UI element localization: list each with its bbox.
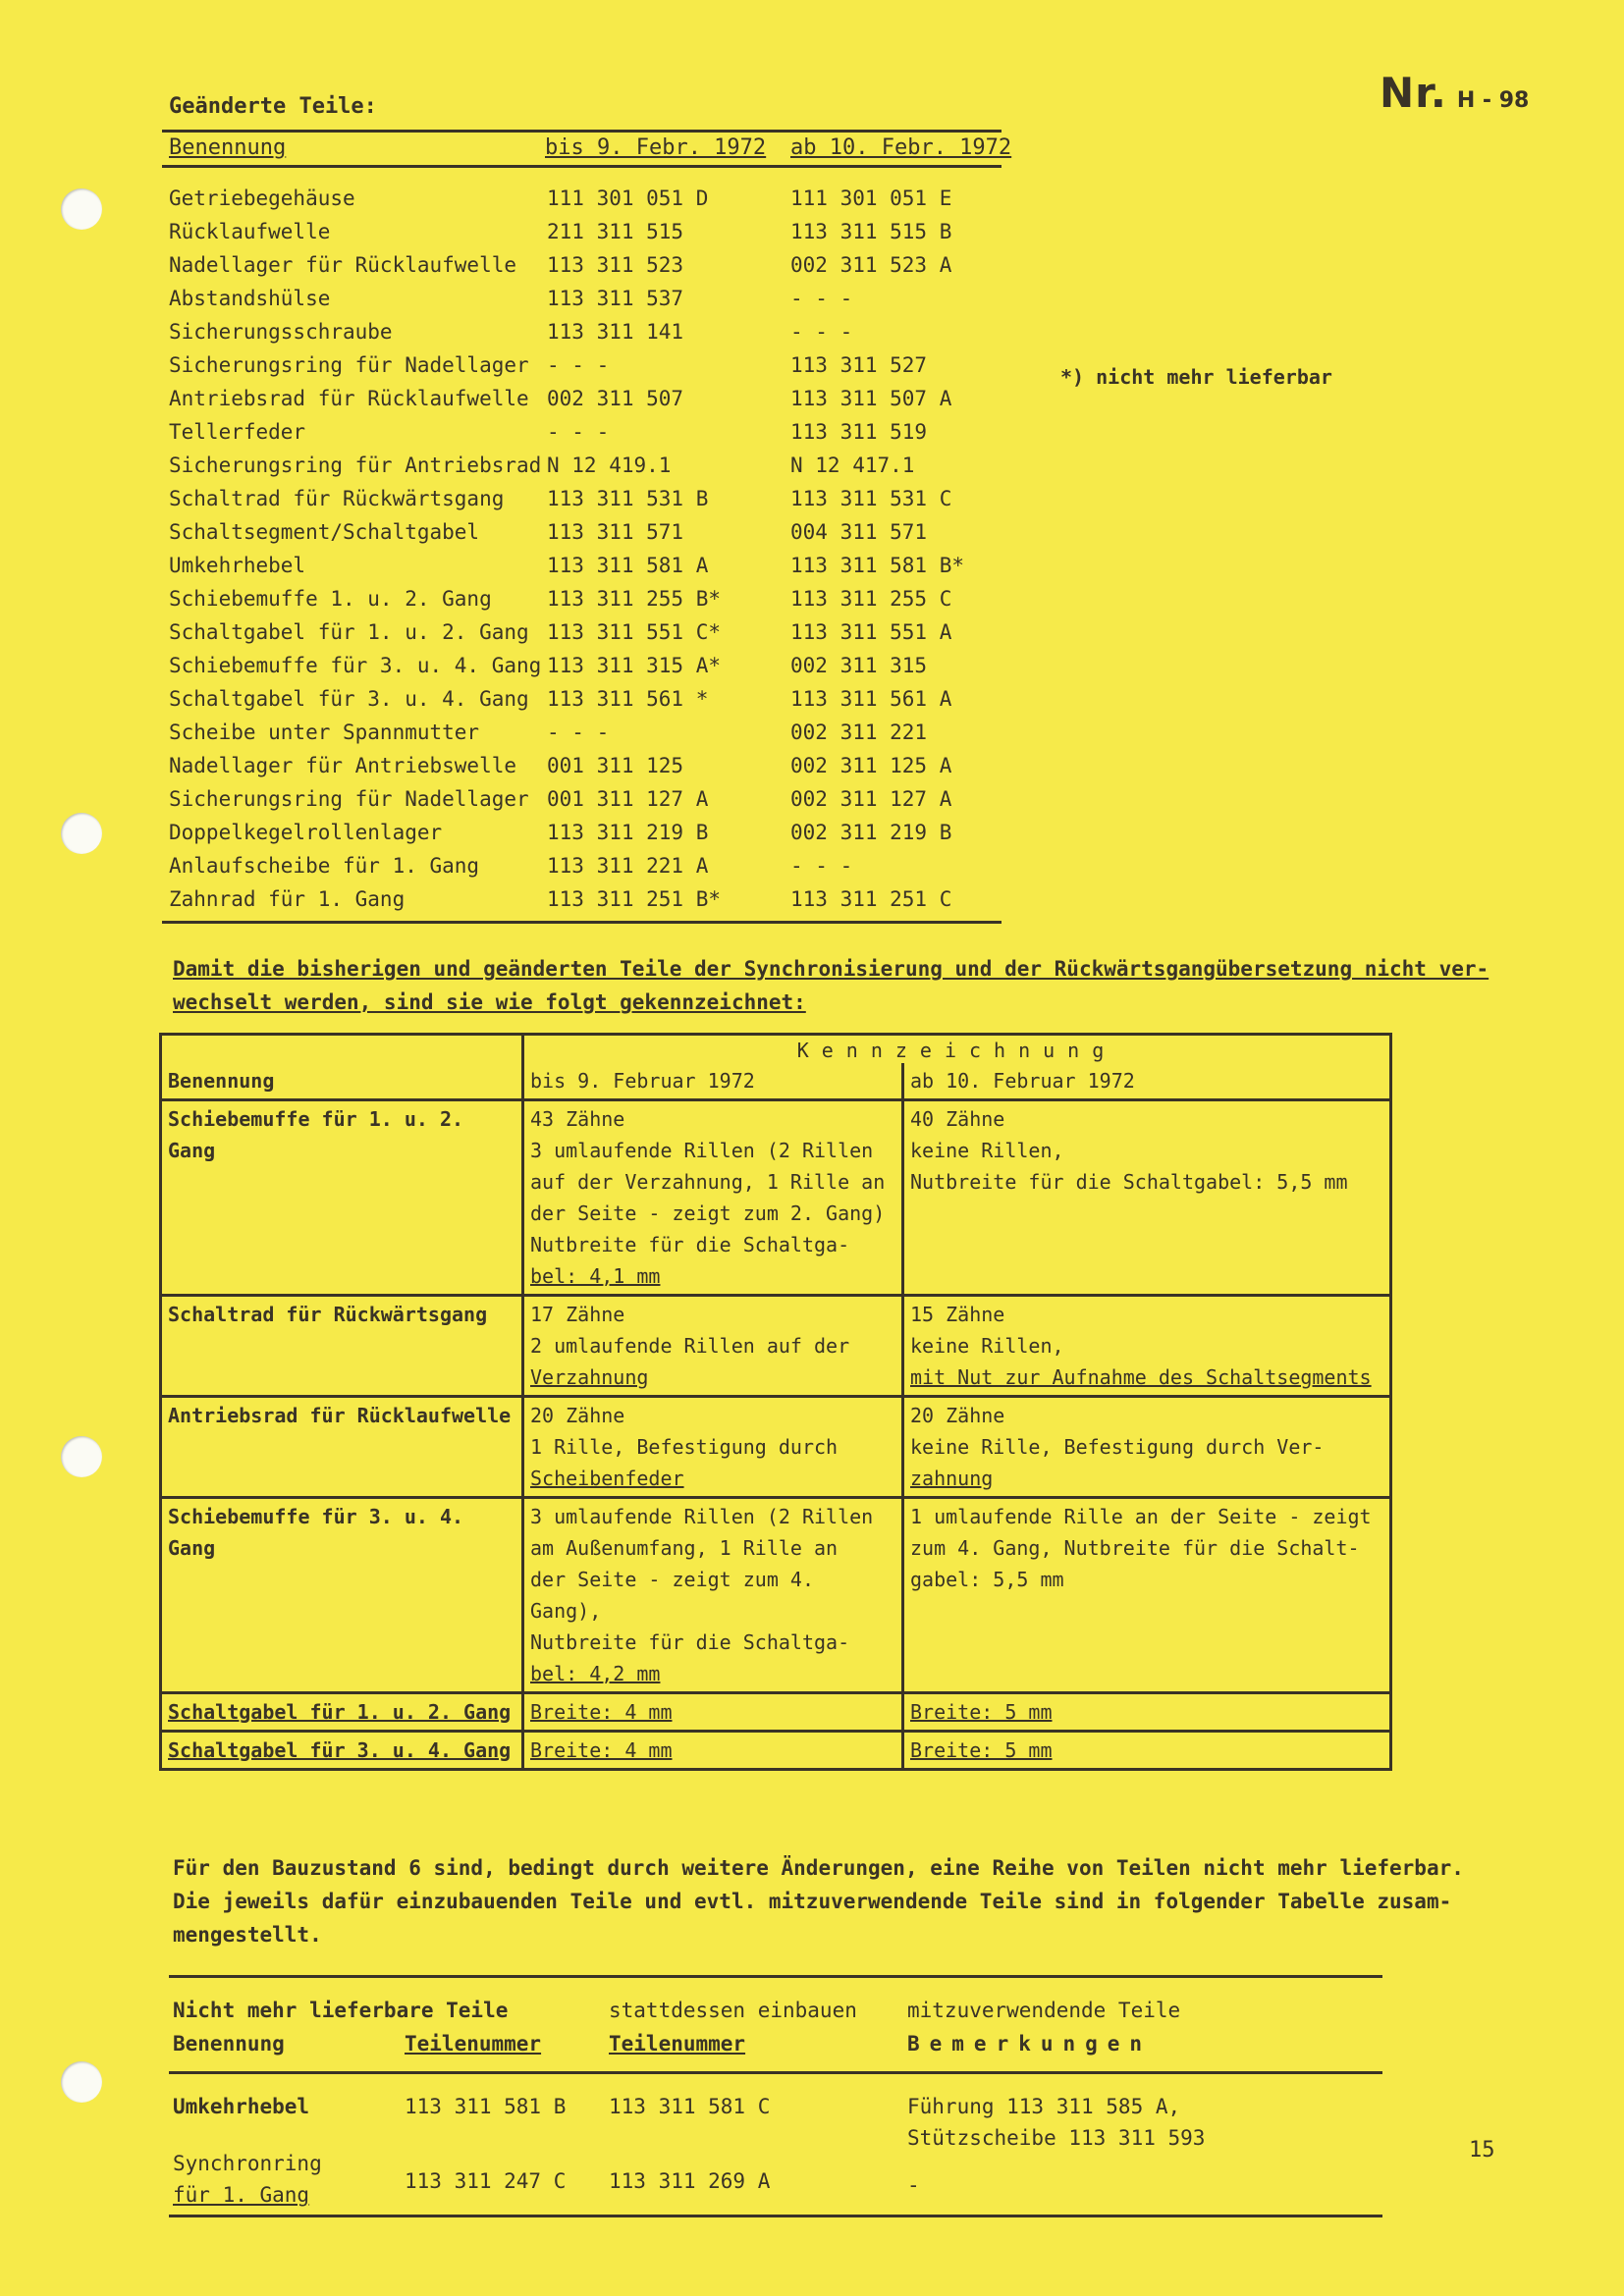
kenn-row-name: Schaltgabel für 1. u. 2. Gang	[161, 1693, 523, 1732]
paragraph-2	[173, 1851, 1464, 1951]
parts-table-top-rule	[162, 130, 1001, 133]
repl-row-1-new: 113 311 581 C	[609, 2095, 771, 2118]
doc-number-prefix: Nr.	[1380, 69, 1447, 117]
paragraph-1-line-1: Damit die bisherigen und geänderten Teile der Synchronisierung und der Rückwärtsgangübersetzung nicht ver-	[173, 957, 1489, 981]
kenn-row-name: Schaltrad für Rückwärtsgang	[161, 1296, 523, 1397]
table-row	[161, 1732, 1391, 1770]
parts-table-header-rule	[162, 165, 1001, 168]
paragraph-2-line-1: Für den Bauzustand 6 sind, bedingt durch weitere Änderungen, eine Reihe von Teilen nicht mehr lieferbar.	[173, 1856, 1464, 1880]
kenn-row-ab: Breite: 5 mm	[903, 1693, 1391, 1732]
table-row	[161, 1498, 1391, 1693]
kenn-row-ab: 1 umlaufende Rille an der Seite - zeigt zum 4. Gang, Nutbreite für die Schalt- gabel: 5,5 mm	[903, 1498, 1391, 1693]
paragraph-1-line-2: wechselt werden, sind sie wie folgt gekennzeichnet:	[173, 990, 806, 1014]
kenn-row-ab: 15 Zähne keine Rillen, mit Nut zur Aufnahme des Schaltsegments	[903, 1296, 1391, 1397]
table-row	[161, 1397, 1391, 1498]
repl-header-3: mitzuverwendende Teile	[907, 1999, 1181, 2022]
repl-header-6: Teilenummer	[609, 2032, 746, 2056]
kenn-row-ab: 20 Zähne keine Rille, Befestigung durch Ver- zahnung	[903, 1397, 1391, 1498]
kenn-row-bis: Breite: 4 mm	[523, 1732, 903, 1770]
parts-header-bis: bis 9. Febr. 1972	[545, 135, 767, 160]
kenn-row-ab: 40 Zähne keine Rillen, Nutbreite für die Schaltgabel: 5,5 mm	[903, 1100, 1391, 1296]
repl-header-1: Nicht mehr lieferbare Teile	[173, 1999, 509, 2022]
kennzeichnung-table	[159, 1033, 1392, 1771]
repl-row-1-old: 113 311 581 B	[405, 2095, 567, 2118]
repl-row-2-name-2: für 1. Gang	[173, 2183, 310, 2207]
punch-hole-4	[61, 2061, 102, 2103]
paragraph-2-line-2: Die jeweils dafür einzubauenden Teile und evtl. mitzuverwendende Teile sind in folgender Tabelle zusam-	[173, 1890, 1452, 1913]
kenn-row-bis: 20 Zähne 1 Rille, Befestigung durch Scheibenfeder	[523, 1397, 903, 1498]
repl-header-4: Benennung	[173, 2032, 285, 2056]
kenn-row-name: Schiebemuffe für 3. u. 4. Gang	[161, 1498, 523, 1693]
paragraph-2-line-3: mengestellt.	[173, 1923, 322, 1947]
repl-table-bottom-rule	[169, 2215, 1382, 2217]
kenn-header-ab: ab 10. Februar 1972	[903, 1063, 1391, 1100]
kenn-header-kennzeichnung: Kennzeichnung	[523, 1035, 1391, 1064]
table-row	[161, 1693, 1391, 1732]
kenn-row-name: Antriebsrad für Rücklaufwelle	[161, 1397, 523, 1498]
kenn-row-bis: 3 umlaufende Rillen (2 Rillen am Außenumfang, 1 Rille an der Seite - zeigt zum 4. Gang), Nutbreite für die Schaltga- bel: 4,2 mm	[523, 1498, 903, 1693]
section-title: Geänderte Teile:	[169, 94, 377, 119]
parts-header-benennung: Benennung	[169, 135, 287, 160]
kenn-header-bis: bis 9. Februar 1972	[523, 1063, 903, 1100]
table-row	[161, 1100, 1391, 1296]
repl-row-1-note-2: Stützscheibe 113 311 593	[907, 2126, 1206, 2150]
repl-row-2-new: 113 311 269 A	[609, 2169, 771, 2193]
footnote: *) nicht mehr lieferbar	[1060, 365, 1332, 389]
kenn-row-ab: Breite: 5 mm	[903, 1732, 1391, 1770]
repl-row-1-name: Umkehrhebel	[173, 2095, 310, 2118]
repl-table-top-rule	[169, 1975, 1382, 1978]
kenn-header-benennung: Benennung	[161, 1035, 523, 1100]
kenn-row-bis: 17 Zähne 2 umlaufende Rillen auf der Verzahnung	[523, 1296, 903, 1397]
doc-number-value: H - 98	[1456, 88, 1530, 113]
repl-table-header-rule	[169, 2071, 1382, 2074]
repl-row-2-name-1: Synchronring	[173, 2152, 322, 2175]
page-number: 15	[1469, 2138, 1495, 2163]
paragraph-1	[173, 952, 1489, 1019]
table-row	[161, 1296, 1391, 1397]
kenn-row-bis: Breite: 4 mm	[523, 1693, 903, 1732]
kenn-row-bis: 43 Zähne 3 umlaufende Rillen (2 Rillen auf der Verzahnung, 1 Rille an der Seite - zeigt zum 2. Gang) Nutbreite für die Schaltga- bel: 4,1 mm	[523, 1100, 903, 1296]
kenn-row-name: Schaltgabel für 3. u. 4. Gang	[161, 1732, 523, 1770]
punch-hole-1	[61, 188, 102, 230]
table-header-row	[161, 1035, 1391, 1064]
punch-hole-3	[61, 1436, 102, 1477]
parts-header-ab: ab 10. Febr. 1972	[790, 135, 1012, 160]
doc-number	[1380, 69, 1529, 117]
repl-row-2-old: 113 311 247 C	[405, 2169, 567, 2193]
repl-header-5: Teilenummer	[405, 2032, 542, 2056]
repl-row-2-note: -	[907, 2173, 920, 2197]
repl-row-1-note-1: Führung 113 311 585 A,	[907, 2095, 1181, 2118]
parts-table-bottom-rule	[162, 921, 1001, 924]
repl-header-2: stattdessen einbauen	[609, 1999, 857, 2022]
kenn-row-name: Schiebemuffe für 1. u. 2. Gang	[161, 1100, 523, 1296]
punch-hole-2	[61, 813, 102, 854]
repl-header-7: Bemerkungen	[907, 2032, 1153, 2056]
